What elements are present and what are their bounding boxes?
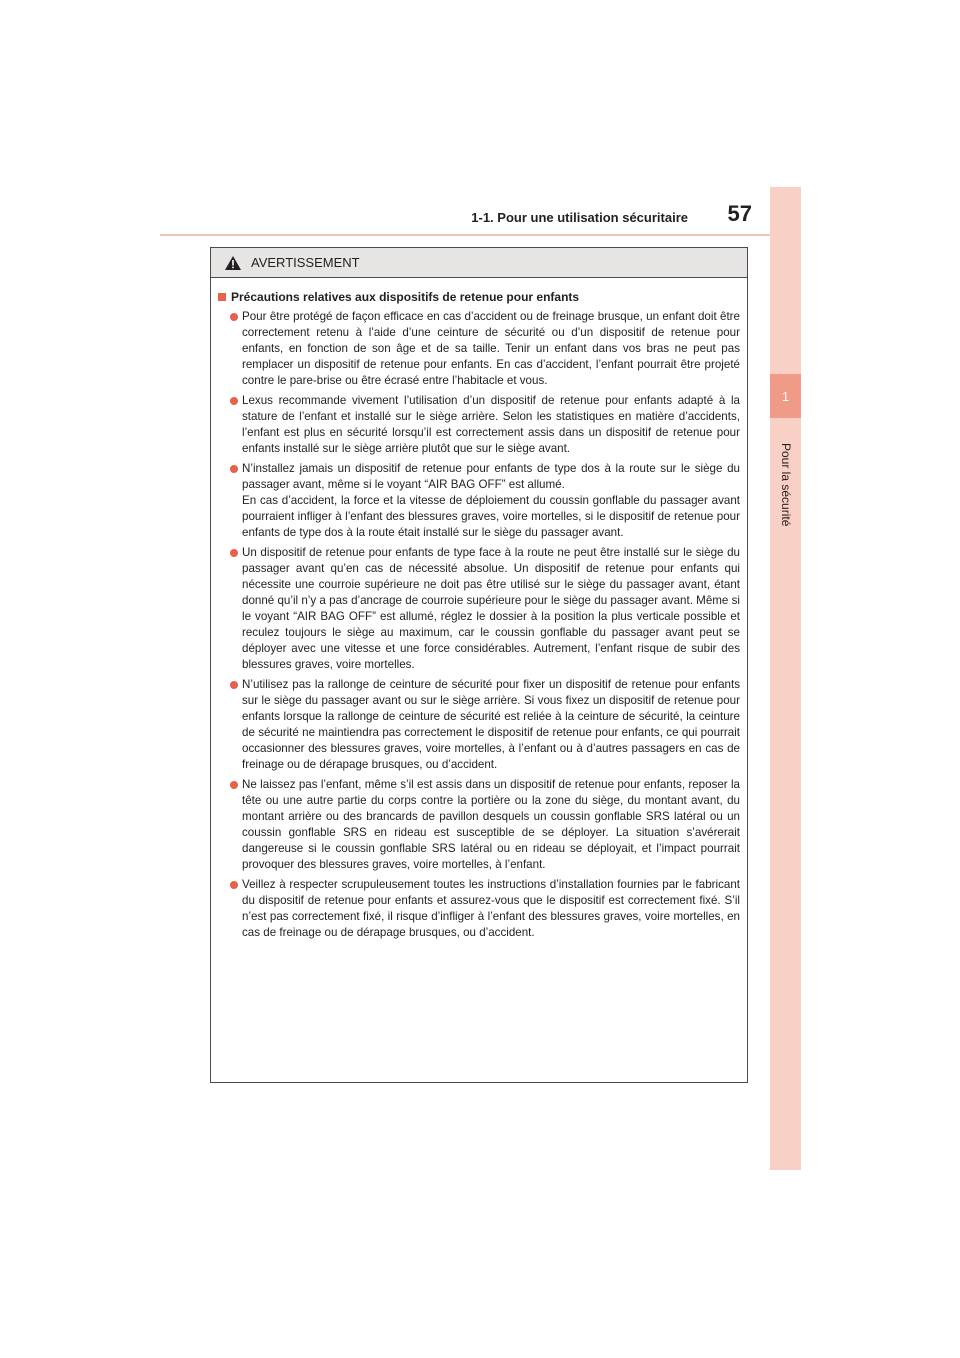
list-item-text: N’utilisez pas la rallonge de ceinture de sécurité pour fixer un dispositif de retenue pour enfants sur le siège du passager avant ou sur le siège arrière. Si vous fixez un dispositif de retenue pour enfants lorsque la rallonge de ceinture de sécurité est reliée à la ceinture de sécurité, la ceinture de sécurité ne maintiendra pas correctement le dispositif de retenue pour enfants, ce qui pourrait occasionner des blessures graves, voire mortelles, à l’enfant ou à d’autres passagers en cas de freinage ou de dérapage brusques, ou d’accident. xyxy=(242,678,740,771)
section-heading-text: Précautions relatives aux dispositifs de retenue pour enfants xyxy=(231,290,580,304)
list-item-text: Lexus recommande vivement l’utilisation d’un dispositif de retenue pour enfants adapté à la stature de l’enfant et installé sur le siège arrière. Selon les statistiques en matière d’accidents, l’enfant est plus en sécurité lorsqu’il est correctement assis dans un dispositif de retenue pour enfants installé sur le siège arrière plutôt que sur le siège avant. xyxy=(242,394,740,455)
warning-header xyxy=(211,248,747,278)
section-heading xyxy=(218,290,740,304)
list-item-text: En cas d’accident, la force et la vitesse de déploiement du coussin gonflable du passager avant pourraient infliger à l’enfant des blessures graves, voire mortelles, si le dispositif de retenue pour enfants de type dos à la route était installé sur le siège du passager avant. xyxy=(242,494,740,539)
list-item-text: Pour être protégé de façon efficace en cas d’accident ou de freinage brusque, un enfant doit être correctement retenu à l’aide d’une ceinture de sécurité ou d’un dispositif de retenue pour enfants, en fonction de son âge et de sa taille. Tenir un enfant dans vos bras ne peut pas remplacer un dispositif de retenue pour enfants. En cas d’accident, l’enfant pourrait être projeté contre le pare-brise ou être écrasé entre l’habitacle et vous. xyxy=(242,310,740,387)
page-number: 57 xyxy=(727,201,752,226)
list-item-text: N’installez jamais un dispositif de retenue pour enfants de type dos à la route sur le siège du passager avant, même si le voyant “AIR BAG OFF” est allumé. xyxy=(242,462,740,491)
chapter-title: Pour la sécurité xyxy=(779,443,793,527)
list-item xyxy=(218,677,740,773)
bullet-dot-icon xyxy=(230,465,238,473)
bullet-dot-icon xyxy=(230,681,238,689)
list-item xyxy=(218,777,740,873)
list-item-text: Veillez à respecter scrupuleusement toutes les instructions d’installation fournies par le fabricant du dispositif de retenue pour enfants et assurez-vous que le dispositif est correctement fixé. S’il n’est pas correctement fixé, il risque d’infliger à l’enfant des blessures graves, voire mortelles, en cas de freinage ou de dérapage brusques, ou d’accident. xyxy=(242,878,740,939)
list-item xyxy=(218,877,740,941)
bullet-dot-icon xyxy=(230,881,238,889)
list-item xyxy=(218,461,740,541)
section-title: 1-1. Pour une utilisation sécuritaire xyxy=(471,210,688,225)
list-item xyxy=(218,545,740,673)
warning-box xyxy=(210,247,748,1083)
chapter-number: 1 xyxy=(770,374,801,418)
page-header xyxy=(160,200,800,236)
chapter-side-tab xyxy=(770,187,801,1170)
square-bullet-icon xyxy=(218,293,226,301)
list-item xyxy=(218,309,740,389)
warning-body xyxy=(211,278,747,941)
bullet-dot-icon xyxy=(230,397,238,405)
warning-title: AVERTISSEMENT xyxy=(251,255,360,270)
bullet-dot-icon xyxy=(230,781,238,789)
bullet-dot-icon xyxy=(230,313,238,321)
list-item xyxy=(218,393,740,457)
list-item-text: Ne laissez pas l’enfant, même s’il est assis dans un dispositif de retenue pour enfants, reposer la tête ou une autre partie du corps contre la portière ou la zone du siège, du montant avant, du montant arrière ou des brancards de pavillon desquels un coussin gonflable SRS latéral ou un coussin gonflable SRS en rideau est susceptible de se déployer. La situation s’avérerait dangereuse si le coussin gonflable SRS latéral ou en rideau se déployait, et l’impact pourrait provoquer des blessures graves, voire mortelles, à l’enfant. xyxy=(242,778,740,871)
bullet-dot-icon xyxy=(230,549,238,557)
list-item-text: Un dispositif de retenue pour enfants de type face à la route ne peut être installé sur le siège du passager avant qu’en cas de nécessité absolue. Un dispositif de retenue pour enfants qui nécessite une courroie supérieure ne doit pas être utilisé sur le siège du passager avant, étant donné qu’il n’y a pas d’ancrage de courroie supérieure pour le siège du passager avant. Même si le voyant “AIR BAG OFF” est allumé, réglez le dossier à la position la plus verticale possible et reculez toujours le siège au maximum, car le coussin gonflable du passager avant peut se déployer avec une vitesse et une force considérables. Autrement, l’enfant risque de subir des blessures graves, voire mortelles. xyxy=(242,546,740,671)
warning-triangle-icon xyxy=(225,256,241,270)
